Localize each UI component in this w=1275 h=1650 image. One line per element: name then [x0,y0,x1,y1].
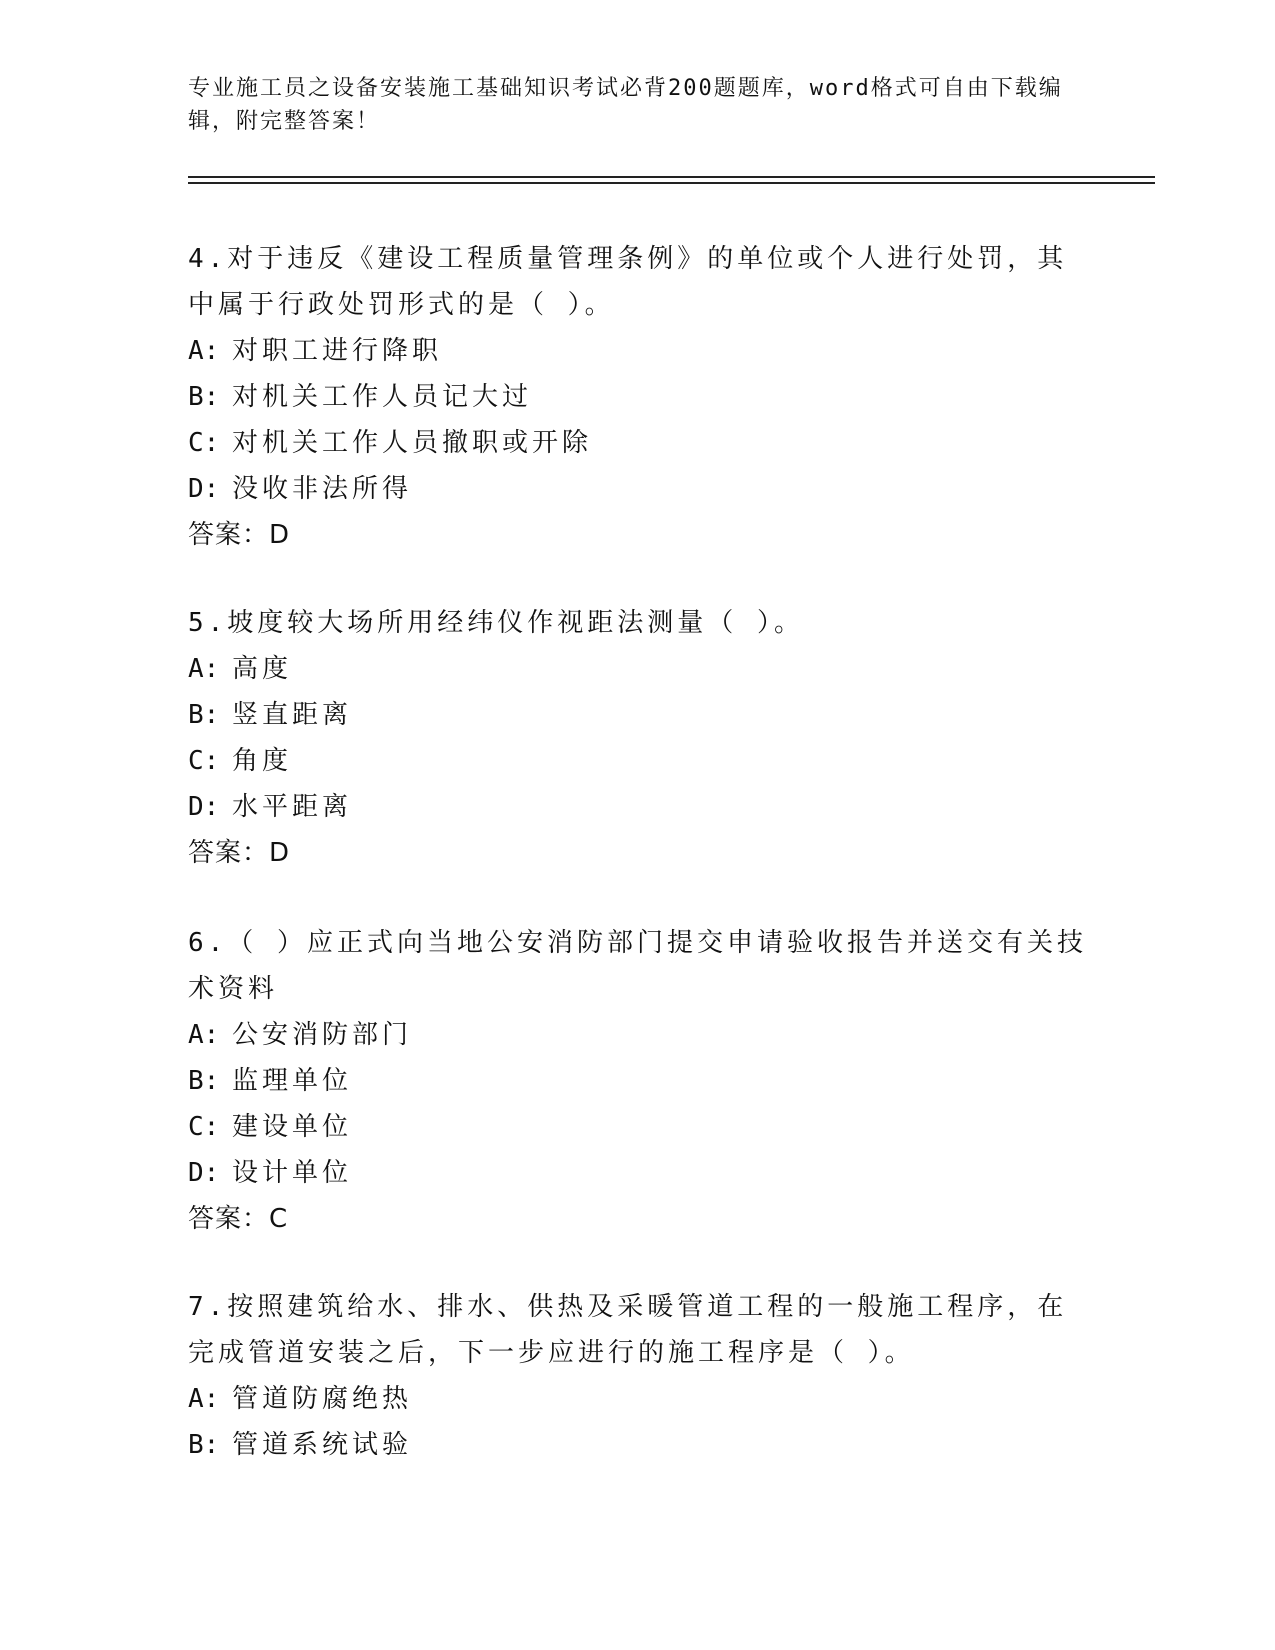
question-stem: 5.坡度较大场所用经纬仪作视距法测量（ ）。 [188,608,804,638]
option-letter: C: [188,746,220,776]
option-letter: A: [188,1020,220,1050]
option-a [188,1376,1088,1422]
option-b [188,374,1088,420]
option-text: 水平距离 [232,792,353,822]
option-letter: C: [188,428,220,458]
option-letter: B: [188,1430,220,1460]
option-a [188,1012,1088,1058]
option-d [188,784,1088,830]
header-divider-top [188,176,1155,178]
question-6 [188,920,1088,1242]
question-stem: 4.对于违反《建设工程质量管理条例》的单位或个人进行处罚，其中属于行政处罚形式的是（ ）。 [188,244,1068,320]
header-divider-bottom [188,182,1155,184]
option-letter: B: [188,1066,220,1096]
document-header [188,72,1088,138]
question-4 [188,236,1088,558]
option-text: 对机关工作人员撤职或开除 [232,428,593,458]
option-a [188,328,1088,374]
option-letter: D: [188,474,220,504]
option-d [188,466,1088,512]
option-a [188,646,1088,692]
option-letter: B: [188,382,220,412]
option-text: 没收非法所得 [232,474,413,504]
option-text: 管道系统试验 [232,1430,413,1460]
option-c [188,738,1088,784]
answer-line: 答案：D [188,520,291,550]
header-text: 专业施工员之设备安装施工基础知识考试必背200题题库，word格式可自由下载编辑，附完整答案！ [188,76,1063,134]
option-text: 竖直距离 [232,700,353,730]
option-c [188,420,1088,466]
option-text: 设计单位 [232,1158,353,1188]
question-5 [188,600,1088,876]
option-letter: D: [188,1158,220,1188]
option-letter: D: [188,792,220,822]
option-d [188,1150,1088,1196]
option-letter: A: [188,1384,220,1414]
question-7 [188,1284,1088,1468]
option-letter: A: [188,336,220,366]
option-text: 高度 [232,654,293,684]
option-text: 监理单位 [232,1066,353,1096]
option-text: 对机关工作人员记大过 [232,382,533,412]
option-c [188,1104,1088,1150]
question-stem: 7.按照建筑给水、排水、供热及采暖管道工程的一般施工程序，在完成管道安装之后，下一步应进行的施工程序是（ ）。 [188,1292,1068,1368]
option-text: 对职工进行降职 [232,336,443,366]
option-b [188,692,1088,738]
option-letter: A: [188,654,220,684]
option-letter: B: [188,700,220,730]
option-b [188,1422,1088,1468]
option-text: 角度 [232,746,293,776]
option-text: 公安消防部门 [232,1020,413,1050]
answer-line: 答案：D [188,838,291,868]
option-letter: C: [188,1112,220,1142]
option-text: 管道防腐绝热 [232,1384,413,1414]
option-text: 建设单位 [232,1112,353,1142]
answer-line: 答案：C [188,1204,289,1234]
option-b [188,1058,1088,1104]
question-stem: 6.（ ）应正式向当地公安消防部门提交申请验收报告并送交有关技术资料 [188,928,1087,1004]
